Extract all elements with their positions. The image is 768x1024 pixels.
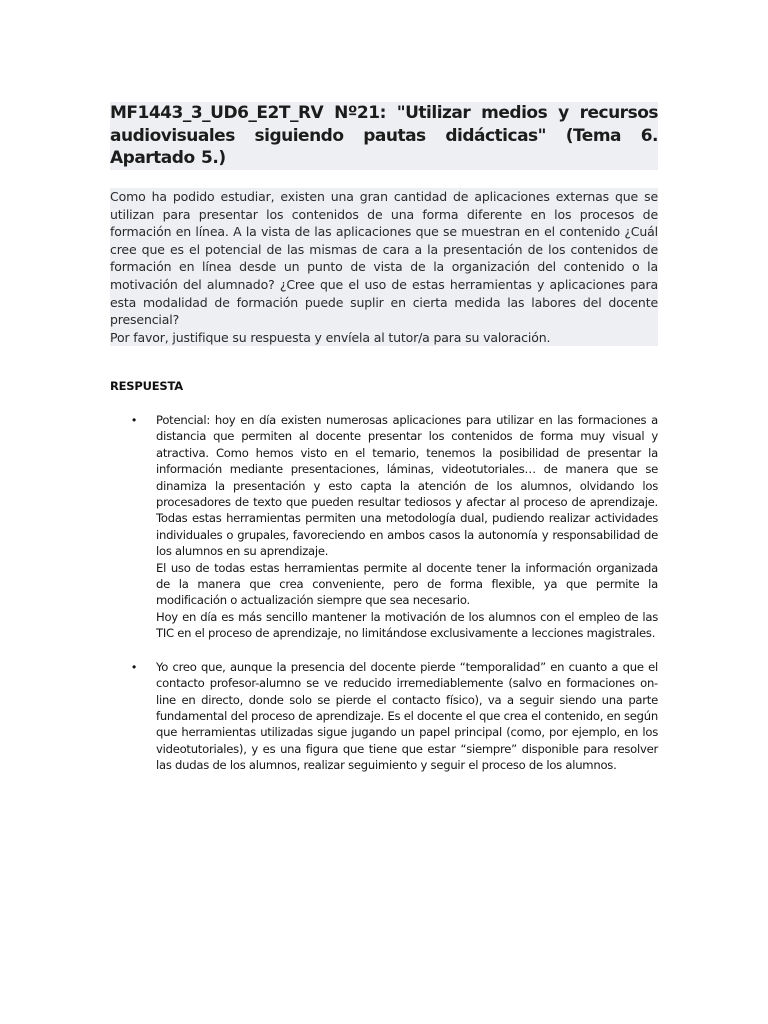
title-block (110, 102, 658, 170)
exercise-prompt (110, 188, 658, 346)
bullet-icon: • (132, 659, 137, 674)
prompt-text: Como ha podido estudiar, existen una gran cantidad de aplicaciones externas que se utilizan para presentar los contenidos de una forma diferente en los procesos de formación en línea. A la vista de las aplicaciones que se muestran en el contenido ¿Cuál cree que es el potencial de las mismas de cara a la presentación de los contenidos de formación en línea desde un punto de vista de la organización del contenido o la motivación del alumnado? ¿Cree que el uso de estas herramientas y aplicaciones para esta modalidad de formación puede suplir en cierta medida las labores del docente presencial? (110, 189, 658, 328)
answer-list (110, 412, 658, 791)
answer-item-potential (110, 412, 658, 642)
answer-paragraph: Yo creo que, aunque la presencia del docente pierde “temporalidad” en cuanto a que el contacto profesor-alumno se ve reducido irremediablemente (salvo en formaciones on-line en directo, donde solo se pierde el contacto físico), va a seguir siendo una parte fundamental del proceso de aprendizaje. Es el docente el que crea el contenido, en según que herramientas utilizadas sigue jugando un papel principal (como, por ejemplo, en los videotutoriales), y es una figura que tiene que estar “siempre” disponible para resolver las dudas de los alumnos, realizar seguimiento y seguir el proceso de los alumnos. (156, 659, 658, 773)
answer-paragraph: Hoy en día es más sencillo mantener la motivación de los alumnos con el empleo de las TIC en el proceso de aprendizaje, no limitándose exclusivamente a lecciones magistrales. (156, 609, 658, 641)
answer-paragraph: Potencial: hoy en día existen numerosas aplicaciones para utilizar en las formaciones a distancia que permiten al docente presentar los contenidos de forma muy visual y atractiva. Como hemos visto en el temario, tenemos la posibilidad de presentar la información mediante presentaciones, láminas, videotutoriales… de manera que se dinamiza la presentación y esto capta la atención de los alumnos, olvidando los procesadores de texto que pueden resultar tediosos y afectar al proceso de aprendizaje. Todas estas herramientas permiten una metodología dual, pudiendo realizar actividades individuales o grupales, favoreciendo en ambos casos la autonomía y responsabilidad de los alumnos en su aprendizaje. (156, 413, 658, 559)
document-title: MF1443_3_UD6_E2T_RV Nº21: "Utilizar medios y recursos audiovisuales siguiendo pautas didácticas" (Tema 6. Apartado 5.) (110, 103, 658, 168)
prompt-instruction: Por favor, justifique su respuesta y envíela al tutor/a para su valoración. (110, 329, 551, 345)
answer-heading: RESPUESTA (110, 379, 183, 393)
answer-paragraph: El uso de todas estas herramientas permite al docente tener la información organizada de la manera que crea conveniente, pero de forma flexible, ya que permite la modificación o actualización siempre que sea necesario. (156, 560, 658, 608)
answer-item-opinion (110, 659, 658, 774)
bullet-icon: • (132, 413, 137, 427)
